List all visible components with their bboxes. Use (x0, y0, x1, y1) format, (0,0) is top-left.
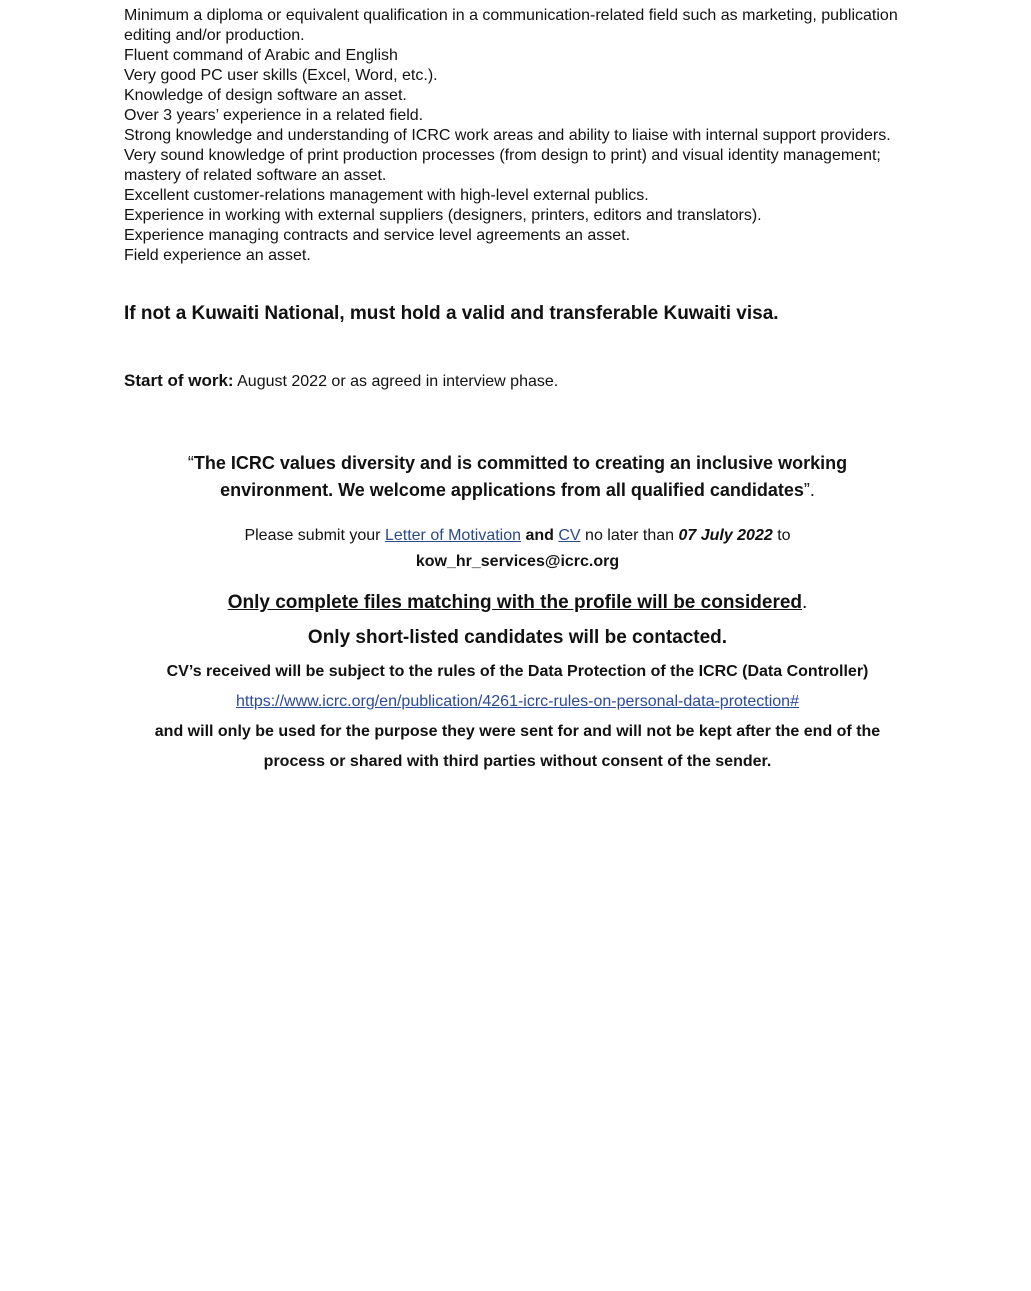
requirement-item: Very sound knowledge of print production processes (from design to print) and visual identity management; mastery of related software an asset. (124, 147, 881, 184)
submit-and: and (521, 527, 559, 544)
requirement-item: Over 3 years’ experience in a related field. (124, 107, 424, 124)
data-protection-note (110, 657, 925, 777)
data-protection-line-1: CV’s received will be subject to the rules of the Data Protection of the ICRC (Data Controller) (166, 663, 869, 680)
diversity-close: ”. (803, 480, 815, 500)
requirement-item: Minimum a diploma or equivalent qualification in a communication-related field such as marketing, publication editing and/or production. (124, 7, 898, 44)
start-of-work (124, 371, 558, 392)
requirement-item: Strong knowledge and understanding of ICRC work areas and ability to liaise with internal support providers. (124, 127, 891, 144)
complete-files-note (120, 590, 915, 616)
hr-email: kow_hr_services@icrc.org (415, 553, 620, 570)
submission-instructions (120, 523, 915, 575)
submit-middle: no later than (580, 527, 679, 544)
diversity-statement (120, 450, 915, 504)
requirement-item: Field experience an asset. (124, 247, 311, 264)
start-of-work-label: Start of work: (124, 371, 234, 390)
diversity-open-quote: “ (187, 453, 194, 473)
diversity-line-2: environment. We welcome applications from all qualified candidates (220, 480, 804, 500)
complete-files-text: Only complete files matching with the profile will be considered (227, 592, 803, 613)
data-protection-link[interactable]: https://www.icrc.org/en/publication/4261-icrc-rules-on-personal-data-protection# (236, 693, 799, 710)
data-protection-line-3: process or shared with third parties without consent of the sender. (263, 753, 772, 770)
requirement-item: Experience managing contracts and service level agreements an asset. (124, 227, 631, 244)
cv-link[interactable]: CV (558, 527, 581, 544)
submit-prefix: Please submit your (244, 527, 385, 544)
data-protection-line-2: and will only be used for the purpose they were sent for and will not be kept after the end of the (154, 723, 881, 740)
submit-suffix: to (772, 527, 791, 544)
letter-of-motivation-link[interactable]: Letter of Motivation (384, 527, 522, 544)
submission-deadline: 07 July 2022 (678, 527, 773, 544)
requirement-item: Excellent customer-relations management with high-level external publics. (124, 187, 649, 204)
requirement-item: Experience in working with external suppliers (designers, printers, editors and translators). (124, 207, 762, 224)
requirement-item: Fluent command of Arabic and English (124, 47, 398, 64)
requirement-item: Knowledge of design software an asset. (124, 87, 407, 104)
visa-note: If not a Kuwaiti National, must hold a valid and transferable Kuwaiti visa. (124, 303, 779, 324)
start-of-work-value: August 2022 or as agreed in interview phase. (233, 373, 559, 390)
requirements-list (124, 6, 904, 266)
shortlist-note: Only short-listed candidates will be contacted. (307, 627, 728, 648)
requirement-item: Very good PC user skills (Excel, Word, etc.). (124, 67, 438, 84)
diversity-line-1: The ICRC values diversity and is committed to creating an inclusive working (193, 453, 848, 473)
complete-files-dot: . (802, 592, 808, 613)
